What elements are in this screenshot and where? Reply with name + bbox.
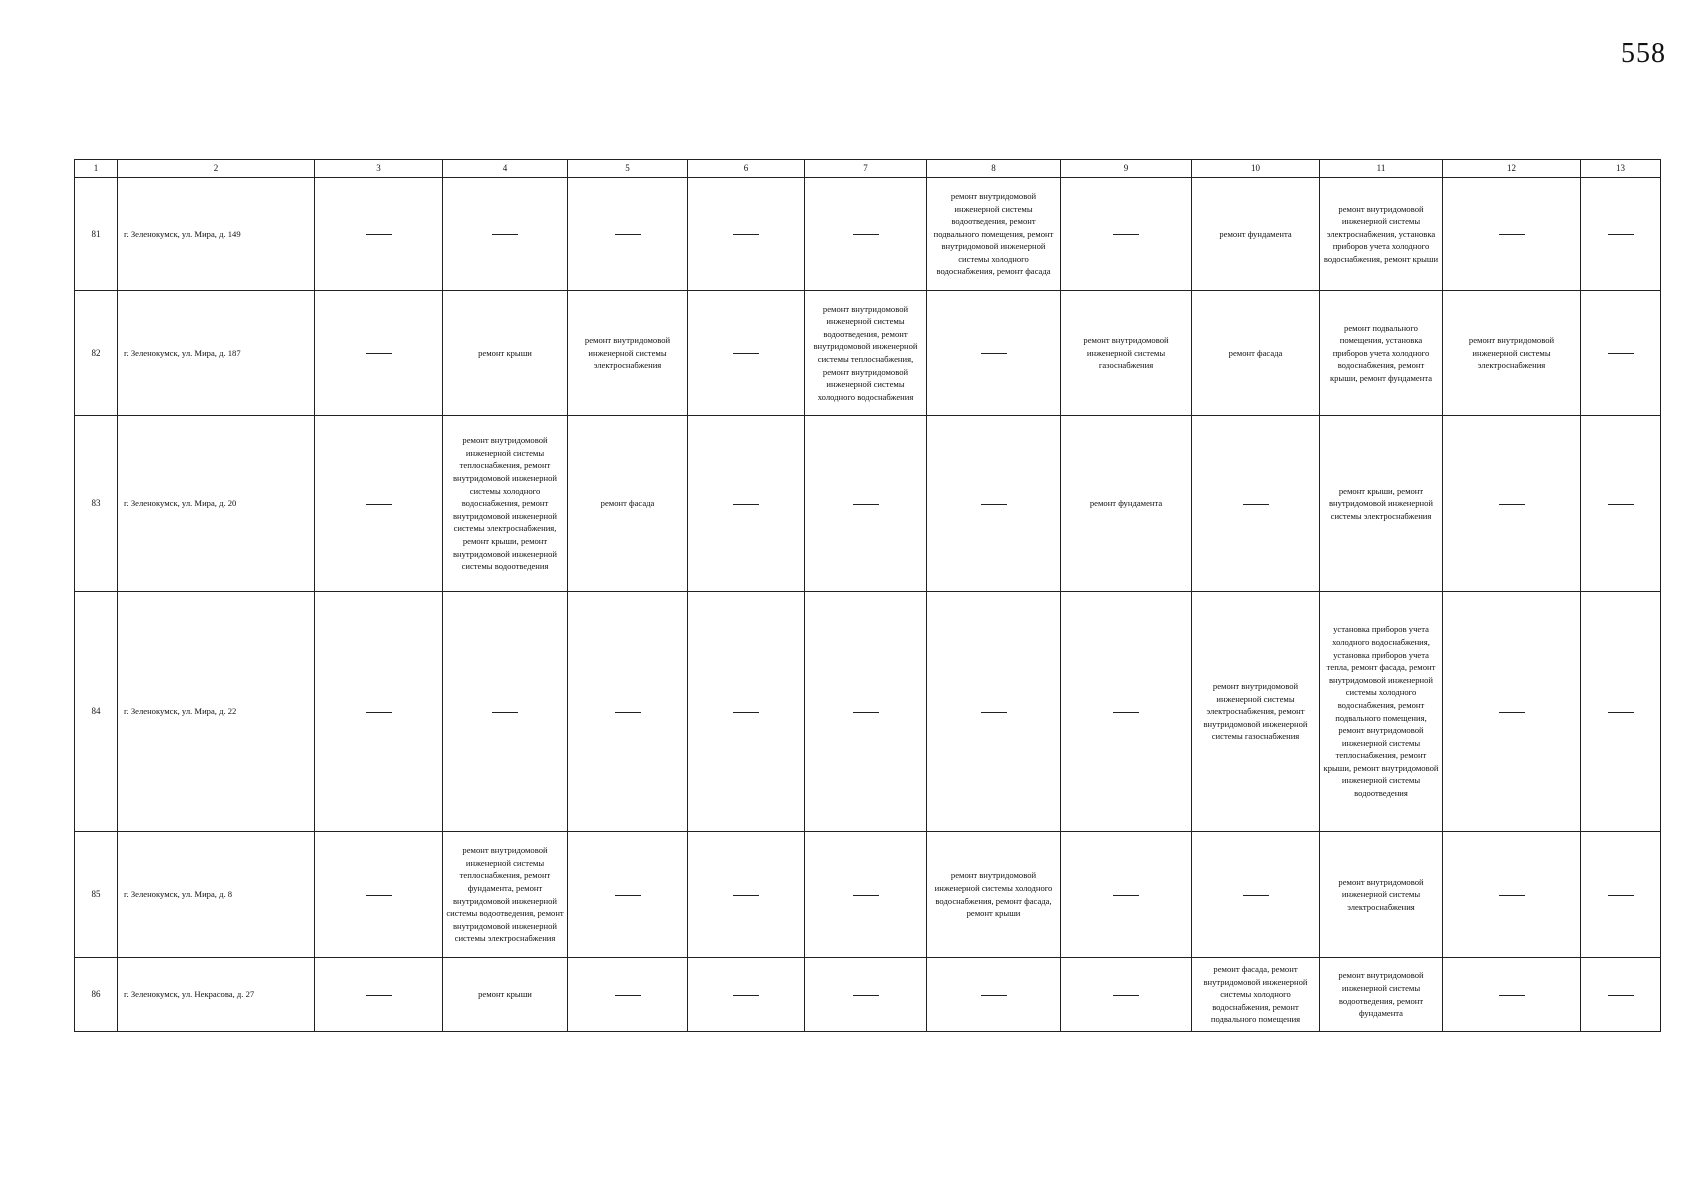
- work-cell: ремонт внутридомовой инженерной системы водоотведения, ремонт подвального помещения, ремонт внутридомовой инженерной системы холодного водоснабжения, ремонт фасада: [927, 178, 1061, 291]
- address-cell: г. Зеленокумск, ул. Мира, д. 8: [118, 832, 315, 958]
- dash-mark: [733, 353, 759, 354]
- row-number: 85: [75, 832, 118, 958]
- dash-mark: [853, 895, 879, 896]
- work-cell: ремонт подвального помещения, установка приборов учета холодного водоснабжения, ремонт крыши, ремонт фундамента: [1320, 291, 1443, 416]
- dash-mark: [615, 712, 641, 713]
- column-number-12: 12: [1443, 160, 1581, 178]
- empty-cell: [1581, 592, 1661, 832]
- dash-mark: [853, 234, 879, 235]
- empty-cell: [805, 832, 927, 958]
- dash-mark: [1608, 504, 1634, 505]
- address-cell: г. Зеленокумск, ул. Мира, д. 149: [118, 178, 315, 291]
- work-cell: ремонт фасада, ремонт внутридомовой инженерной системы холодного водоснабжения, ремонт подвального помещения: [1192, 958, 1320, 1032]
- dash-mark: [733, 234, 759, 235]
- column-number-8: 8: [927, 160, 1061, 178]
- work-cell: ремонт внутридомовой инженерной системы газоснабжения: [1061, 291, 1192, 416]
- table-row: [75, 291, 1661, 416]
- empty-cell: [568, 832, 688, 958]
- work-cell: ремонт внутридомовой инженерной системы теплоснабжения, ремонт фундамента, ремонт внутридомовой инженерной системы водоотведения, ремонт внутридомовой инженерной системы электроснабжения: [443, 832, 568, 958]
- dash-mark: [1499, 895, 1525, 896]
- dash-mark: [492, 234, 518, 235]
- dash-mark: [733, 712, 759, 713]
- column-number-6: 6: [688, 160, 805, 178]
- empty-cell: [1581, 958, 1661, 1032]
- empty-cell: [568, 592, 688, 832]
- dash-mark: [853, 712, 879, 713]
- work-cell: ремонт фасада: [568, 416, 688, 592]
- empty-cell: [927, 416, 1061, 592]
- empty-cell: [1061, 592, 1192, 832]
- address-cell: г. Зеленокумск, ул. Мира, д. 20: [118, 416, 315, 592]
- address-cell: г. Зеленокумск, ул. Мира, д. 187: [118, 291, 315, 416]
- dash-mark: [1113, 712, 1139, 713]
- dash-mark: [366, 712, 392, 713]
- dash-mark: [615, 995, 641, 996]
- empty-cell: [927, 958, 1061, 1032]
- dash-mark: [981, 712, 1007, 713]
- empty-cell: [688, 291, 805, 416]
- column-number-5: 5: [568, 160, 688, 178]
- empty-cell: [315, 291, 443, 416]
- empty-cell: [1443, 416, 1581, 592]
- work-cell: ремонт крыши: [443, 958, 568, 1032]
- empty-cell: [1581, 416, 1661, 592]
- empty-cell: [568, 178, 688, 291]
- dash-mark: [366, 895, 392, 896]
- page-number: 558: [1621, 38, 1666, 69]
- dash-mark: [733, 995, 759, 996]
- empty-cell: [315, 832, 443, 958]
- empty-cell: [315, 416, 443, 592]
- empty-cell: [1061, 832, 1192, 958]
- empty-cell: [1443, 958, 1581, 1032]
- dash-mark: [733, 504, 759, 505]
- empty-cell: [1443, 832, 1581, 958]
- dash-mark: [853, 995, 879, 996]
- table-row: [75, 178, 1661, 291]
- dash-mark: [1608, 895, 1634, 896]
- dash-mark: [366, 234, 392, 235]
- empty-cell: [688, 832, 805, 958]
- capital-repair-table: [74, 159, 1661, 1032]
- dash-mark: [1243, 895, 1269, 896]
- column-number-13: 13: [1581, 160, 1661, 178]
- row-number: 86: [75, 958, 118, 1032]
- dash-mark: [1499, 504, 1525, 505]
- dash-mark: [366, 353, 392, 354]
- work-cell: ремонт фундамента: [1061, 416, 1192, 592]
- dash-mark: [1608, 234, 1634, 235]
- dash-mark: [853, 504, 879, 505]
- work-cell: ремонт фасада: [1192, 291, 1320, 416]
- empty-cell: [805, 958, 927, 1032]
- empty-cell: [1061, 178, 1192, 291]
- column-number-1: 1: [75, 160, 118, 178]
- table-row: [75, 592, 1661, 832]
- empty-cell: [1192, 832, 1320, 958]
- row-number: 84: [75, 592, 118, 832]
- address-cell: г. Зеленокумск, ул. Мира, д. 22: [118, 592, 315, 832]
- work-cell: ремонт внутридомовой инженерной системы водоотведения, ремонт внутридомовой инженерной системы теплоснабжения, ремонт внутридомовой инженерной системы холодного водоснабжения: [805, 291, 927, 416]
- dash-mark: [981, 995, 1007, 996]
- dash-mark: [1113, 895, 1139, 896]
- dash-mark: [981, 504, 1007, 505]
- empty-cell: [688, 416, 805, 592]
- table-row: [75, 832, 1661, 958]
- work-cell: ремонт фундамента: [1192, 178, 1320, 291]
- empty-cell: [688, 178, 805, 291]
- empty-cell: [927, 291, 1061, 416]
- dash-mark: [1499, 712, 1525, 713]
- dash-mark: [615, 895, 641, 896]
- dash-mark: [1499, 995, 1525, 996]
- empty-cell: [1443, 592, 1581, 832]
- row-number: 81: [75, 178, 118, 291]
- empty-cell: [1581, 178, 1661, 291]
- table-row: [75, 958, 1661, 1032]
- column-number-7: 7: [805, 160, 927, 178]
- empty-cell: [805, 592, 927, 832]
- dash-mark: [1113, 234, 1139, 235]
- dash-mark: [1243, 504, 1269, 505]
- work-cell: ремонт внутридомовой инженерной системы электроснабжения: [568, 291, 688, 416]
- empty-cell: [568, 958, 688, 1032]
- dash-mark: [366, 995, 392, 996]
- empty-cell: [1581, 291, 1661, 416]
- work-cell: ремонт внутридомовой инженерной системы электроснабжения, установка приборов учета холодного водоснабжения, ремонт крыши: [1320, 178, 1443, 291]
- dash-mark: [366, 504, 392, 505]
- column-number-11: 11: [1320, 160, 1443, 178]
- empty-cell: [805, 178, 927, 291]
- empty-cell: [688, 592, 805, 832]
- dash-mark: [1499, 234, 1525, 235]
- dash-mark: [492, 712, 518, 713]
- address-cell: г. Зеленокумск, ул. Некрасова, д. 27: [118, 958, 315, 1032]
- work-cell: ремонт крыши, ремонт внутридомовой инженерной системы электроснабжения: [1320, 416, 1443, 592]
- dash-mark: [1608, 353, 1634, 354]
- empty-cell: [805, 416, 927, 592]
- empty-cell: [315, 178, 443, 291]
- work-cell: установка приборов учета холодного водоснабжения, установка приборов учета тепла, ремонт фасада, ремонт внутридомовой инженерной системы холодного водоснабжения, ремонт подвального помещения, ремонт внутридомовой инженерной системы теплоснабжения, ремонт крыши, ремонт внутридомовой инженерной системы водоотведения: [1320, 592, 1443, 832]
- work-cell: ремонт внутридомовой инженерной системы электроснабжения: [1443, 291, 1581, 416]
- empty-cell: [688, 958, 805, 1032]
- table-row: [75, 416, 1661, 592]
- empty-cell: [927, 592, 1061, 832]
- column-number-2: 2: [118, 160, 315, 178]
- work-cell: ремонт внутридомовой инженерной системы электроснабжения, ремонт внутридомовой инженерной системы газоснабжения: [1192, 592, 1320, 832]
- column-number-3: 3: [315, 160, 443, 178]
- dash-mark: [981, 353, 1007, 354]
- row-number: 83: [75, 416, 118, 592]
- empty-cell: [1581, 832, 1661, 958]
- work-cell: ремонт внутридомовой инженерной системы холодного водоснабжения, ремонт фасада, ремонт крыши: [927, 832, 1061, 958]
- column-number-10: 10: [1192, 160, 1320, 178]
- work-cell: ремонт крыши: [443, 291, 568, 416]
- dash-mark: [1608, 712, 1634, 713]
- column-number-row: [75, 160, 1661, 178]
- empty-cell: [315, 592, 443, 832]
- work-cell: ремонт внутридомовой инженерной системы водоотведения, ремонт фундамента: [1320, 958, 1443, 1032]
- empty-cell: [443, 178, 568, 291]
- work-cell: ремонт внутридомовой инженерной системы теплоснабжения, ремонт внутридомовой инженерной системы холодного водоснабжения, ремонт внутридомовой инженерной системы электроснабжения, ремонт крыши, ремонт внутридомовой инженерной системы водоотведения: [443, 416, 568, 592]
- empty-cell: [1443, 178, 1581, 291]
- empty-cell: [315, 958, 443, 1032]
- work-cell: ремонт внутридомовой инженерной системы электроснабжения: [1320, 832, 1443, 958]
- row-number: 82: [75, 291, 118, 416]
- dash-mark: [1608, 995, 1634, 996]
- dash-mark: [615, 234, 641, 235]
- empty-cell: [1192, 416, 1320, 592]
- dash-mark: [733, 895, 759, 896]
- column-number-9: 9: [1061, 160, 1192, 178]
- empty-cell: [1061, 958, 1192, 1032]
- empty-cell: [443, 592, 568, 832]
- column-number-4: 4: [443, 160, 568, 178]
- dash-mark: [1113, 995, 1139, 996]
